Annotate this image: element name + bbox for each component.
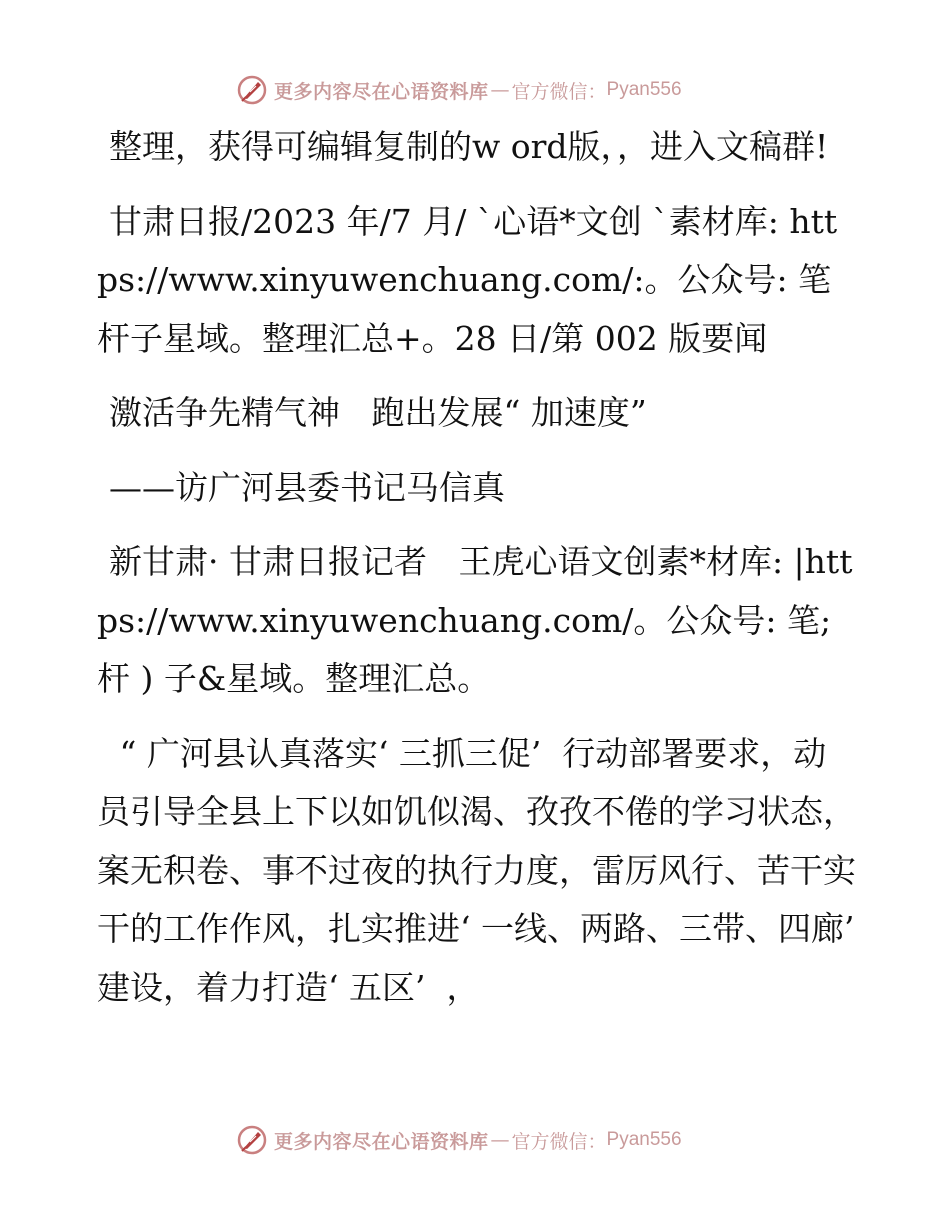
watermark-dash: — <box>490 1129 510 1151</box>
document-body <box>97 118 876 1035</box>
watermark-label: 官方微信： <box>511 1130 607 1153</box>
footer-watermark <box>236 1120 682 1160</box>
watermark-main-text: 更多内容尽在心语资料库 <box>274 80 489 103</box>
watermark-wechat-id: Pyan556 <box>606 1129 682 1150</box>
paragraph-body: “ 广河县认真落实‘ 三抓三促’ 行动部署要求，动员引导全县上下以如饥似渴、孜孜不倦的学习状态，案无积卷、事不过夜的执行力度，雷厉风行、苦干实干的工作作风，扎实推进‘ 一线、两路、三带、四廊’ 建设，着力打造‘ 五区’ ， <box>97 733 876 1007</box>
watermark-label: 官方微信： <box>511 80 607 103</box>
article-headline: 激活争先精气神 跑出发展“ 加速度” <box>109 393 647 432</box>
feather-pen-logo-icon <box>236 74 268 106</box>
article-subheadline: ——访广河县委书记马信真 <box>109 467 505 507</box>
watermark-main-text: 更多内容尽在心语资料库 <box>274 1130 489 1153</box>
watermark-dash: — <box>490 79 510 101</box>
watermark-wechat-id: Pyan556 <box>606 79 682 100</box>
paragraph-source: 甘肃日报/2023 年/7 月/ `心语*文创 `素材库: https://www.xinyuwenchuang.com/:。公众号: 笔杆子星域。整理汇总+。28 日/第 002 版要闻 <box>97 201 838 358</box>
header-watermark <box>236 70 682 110</box>
paragraph-intro: 整理，获得可编辑复制的w ord版，，进入文稿群! <box>109 127 829 166</box>
feather-pen-logo-icon <box>236 1124 268 1156</box>
paragraph-byline: 新甘肃· 甘肃日报记者 王虎心语文创素*材库: |https://www.xinyuwenchuang.com/。公众号: 笔;杆 ) 子&星域。整理汇总。 <box>97 542 853 698</box>
